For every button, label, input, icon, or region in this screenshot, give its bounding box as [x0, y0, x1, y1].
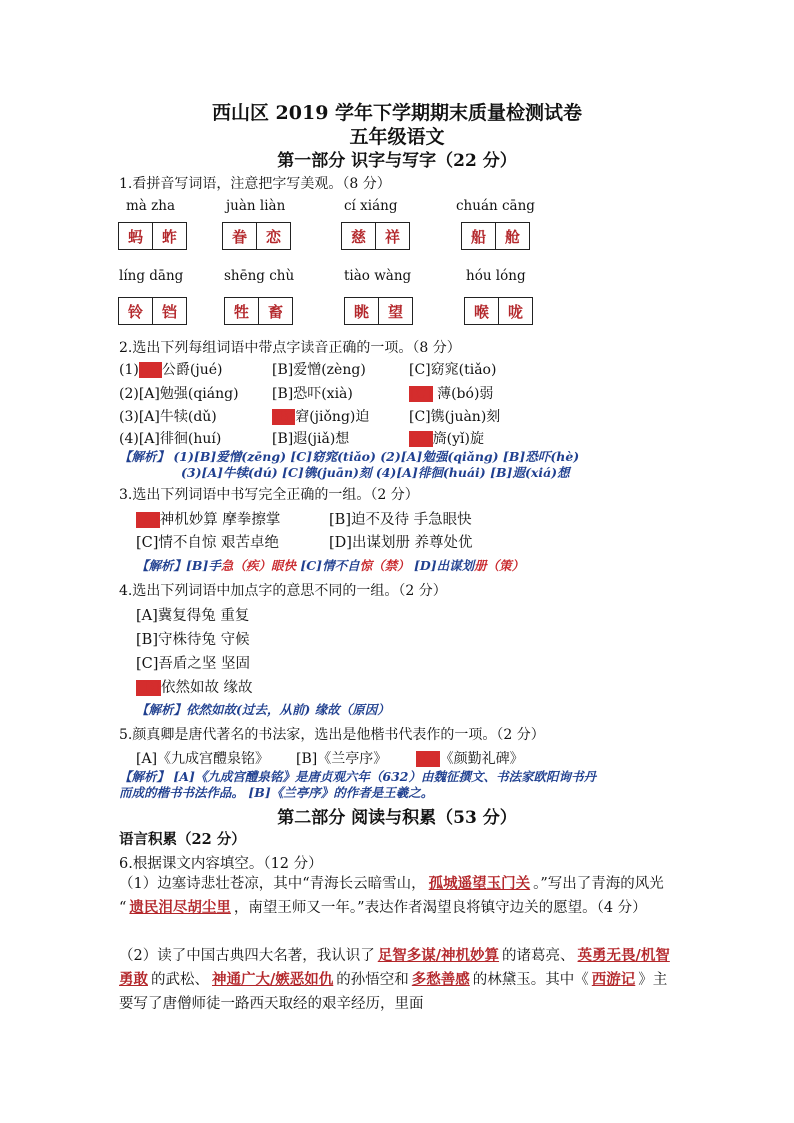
q3-stem: 3.选出下列词语中书写完全正确的一组。（2 分）	[119, 487, 419, 503]
char-box[interactable]	[341, 222, 410, 250]
q3-analysis: 【解析】[B]手急（疾）眼快 [C]情不自惊（禁） [D]出谋划册（策）	[136, 558, 525, 573]
q2-option[interactable]: [B]窘(jiǒng)迫	[273, 409, 370, 425]
q3-option-b[interactable]: [B]迫不及待 手急眼快	[329, 512, 472, 528]
q5-analysis: 【解析】 [A]《九成宫醴泉铭》是唐贞观六年（632）由魏征撰文、书法家欧阳询书丹	[119, 769, 596, 784]
q1-pinyin: shēng chù	[224, 268, 295, 284]
answer-blank[interactable]: 西游记	[591, 971, 636, 988]
q1-pinyin: hóu lóng	[466, 268, 526, 284]
exam-subtitle: 五年级语文	[349, 126, 445, 148]
q2-option[interactable]: (3)[A]牛犊(dǔ)	[119, 409, 217, 425]
char-cell: 慈	[350, 227, 366, 246]
q1-pinyin: cí xiáng	[344, 198, 398, 214]
q4-option-a[interactable]: [A]冀复得兔 重复	[136, 608, 250, 624]
q2-option[interactable]: [C]镌(juàn)刻	[409, 409, 501, 425]
q2-option[interactable]: [B]爱憎(zèng)	[272, 362, 366, 378]
char-cell: 船	[470, 227, 486, 246]
char-cell: 蚂	[127, 227, 143, 246]
q2-option[interactable]: [C]窈窕(tiǎo)	[409, 362, 497, 378]
q4-stem: 4.选出下列词语中加点字的意思不同的一组。（2 分）	[119, 583, 447, 599]
char-cell: 牲	[233, 302, 249, 321]
char-cell: 喉	[473, 302, 489, 321]
q2-row-1: (1)[A]公爵(jué)	[119, 362, 223, 378]
q5-analysis-line2: 而成的楷书书法作品。 [B]《兰亭序》的作者是王羲之。	[119, 785, 434, 800]
answer-highlight: [C]	[410, 431, 432, 447]
exam-title: 西山区 2019 学年下学期期末质量检测试卷	[211, 102, 583, 124]
char-box[interactable]	[222, 222, 291, 250]
part2-title: 第二部分 阅读与积累（53 分）	[277, 808, 517, 828]
q4-analysis: 【解析】依然如故(过去，从前) 缘故（原因）	[136, 702, 390, 717]
q1-pinyin: mà zha	[126, 198, 175, 214]
section-title: 语言积累（22 分）	[119, 831, 246, 848]
char-cell: 畜	[258, 298, 292, 324]
q3-option-c[interactable]: [C]情不自惊 艰苦卓绝	[136, 535, 280, 551]
char-cell: 眷	[231, 227, 247, 246]
part1-title: 第一部分 识字与写字（22 分）	[277, 151, 517, 171]
q3-option-a[interactable]: [A]神机妙算 摩拳擦掌	[137, 512, 281, 528]
char-cell: 望	[378, 298, 412, 324]
char-box[interactable]	[118, 297, 187, 325]
char-cell: 祥	[375, 223, 409, 249]
q4-option-c[interactable]: [C]吾盾之坚 坚固	[136, 656, 251, 672]
answer-blank[interactable]: 遗民泪尽胡尘里	[129, 899, 231, 916]
q5-option-a[interactable]: [A]《九成宫醴泉铭》	[136, 751, 270, 767]
answer-blank[interactable]: 足智多谋/神机妙算	[377, 947, 500, 964]
q2-option[interactable]: [C] 薄(bó)弱	[410, 386, 494, 402]
q2-option[interactable]: (4)[A]徘徊(huí)	[119, 431, 222, 447]
char-box[interactable]	[118, 222, 187, 250]
q2-analysis-line2: (3)[A]牛犊(dú) [C]镌(juān)刻 (4)[A]徘徊(huái) [B]遐(xiá)想	[181, 465, 570, 480]
answer-blank[interactable]: 孤城遥望玉门关	[428, 875, 531, 892]
q5-option-c[interactable]: [C]《颜勤礼碑》	[417, 751, 524, 767]
char-box[interactable]	[464, 297, 533, 325]
char-cell: 恋	[256, 223, 290, 249]
q6-paragraph-2: （2）读了中国古典四大名著，我认识了 足智多谋/神机妙算 的诸葛亮、 英勇无畏/机智勇敢 的武松、 神通广大/嫉恶如仇 的孙悟空和 多愁善感 的林黛玉。其中《 西游记 》主要写了唐僧师徒一路西天取经的艰辛经历，里面	[119, 947, 670, 1012]
answer-highlight: [A]	[137, 512, 159, 528]
q1-pinyin: juàn liàn	[226, 198, 286, 214]
q1-pinyin: líng dāng	[119, 268, 184, 284]
answer-blank[interactable]: 英勇无畏/机智勇敢	[119, 947, 670, 988]
answer-blank[interactable]: 多愁善感	[411, 971, 470, 988]
char-box[interactable]	[224, 297, 293, 325]
q6-paragraph-1: （1）边塞诗悲壮苍凉，其中“青海长云暗雪山， 孤城遥望玉门关 。”写出了青海的风光 “ 遗民泪尽胡尘里 ，南望王师又一年。”表达作者渴望良将镇守边关的愿望。（4 分）	[119, 875, 664, 916]
q2-option[interactable]: [B]遐(jiǎ)想	[272, 431, 350, 447]
q2-option[interactable]: [C]旖(yǐ)旋	[410, 431, 484, 447]
q5-stem: 5.颜真卿是唐代著名的书法家，选出是他楷书代表作的一项。（2 分）	[119, 727, 545, 743]
q2-option[interactable]: (2)[A]勉强(qiáng)	[119, 386, 239, 402]
answer-highlight: [C]	[410, 386, 432, 402]
q5-option-b[interactable]: [B]《兰亭序》	[296, 751, 388, 767]
char-cell: 铛	[152, 298, 186, 324]
char-cell: 蚱	[152, 223, 186, 249]
answer-highlight: [D]	[137, 680, 160, 696]
answer-highlight: [C]	[417, 751, 439, 767]
char-cell: 舱	[495, 223, 529, 249]
q4-option-b[interactable]: [B]守株待兔 守候	[136, 632, 250, 648]
q1-stem: 1.看拼音写词语，注意把字写美观。（8 分）	[119, 176, 391, 192]
q1-pinyin: chuán cāng	[456, 198, 535, 214]
q2-option[interactable]: [B]恐吓(xià)	[272, 386, 353, 402]
char-cell: 咙	[498, 298, 532, 324]
char-cell: 铃	[127, 302, 143, 321]
q2-stem: 2.选出下列每组词语中带点字读音正确的一项。（8 分）	[119, 340, 461, 356]
answer-blank[interactable]: 神通广大/嫉恶如仇	[212, 971, 334, 988]
answer-highlight: [B]	[273, 409, 295, 425]
char-box[interactable]	[461, 222, 530, 250]
q2-analysis: 【解析】 (1)[B]爱憎(zēng) [C]窈窕(tiǎo) (2)[A]勉强(qiǎng) [B]恐吓(hè)	[119, 449, 580, 464]
char-cell: 眺	[353, 302, 369, 321]
q3-option-d[interactable]: [D]出谋划册 养尊处优	[329, 535, 473, 551]
q4-option-d[interactable]: [D]依然如故 缘故	[137, 680, 253, 696]
q6-stem: 6.根据课文内容填空。（12 分）	[119, 856, 323, 872]
answer-highlight[interactable]: [A]	[139, 362, 161, 378]
char-box[interactable]	[344, 297, 413, 325]
q1-pinyin: tiào wàng	[344, 268, 412, 284]
